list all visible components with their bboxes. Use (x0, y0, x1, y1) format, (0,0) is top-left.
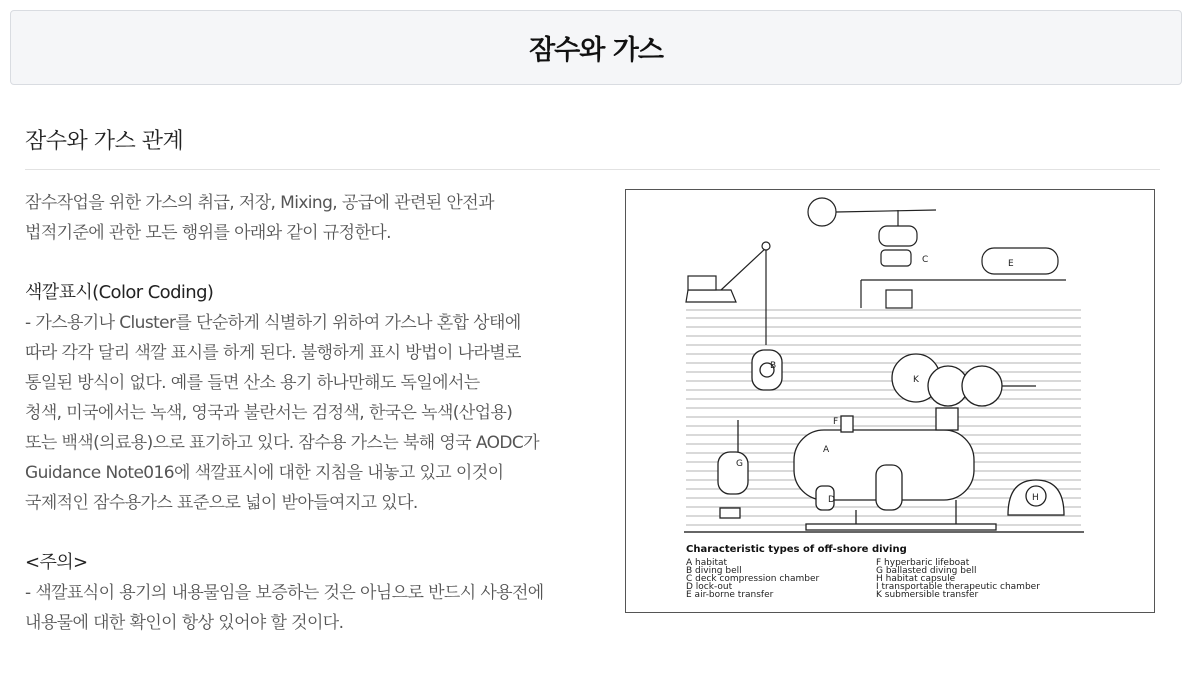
color-coding-line: 따라 각각 달리 색깔 표시를 하게 된다. 불행하게 표시 방법이 나라별로 (25, 343, 521, 363)
offshore-diving-illustration (626, 190, 1153, 611)
svg-text:C deck compression chamber: C deck compression chamber (686, 574, 820, 584)
svg-text:D: D (828, 495, 835, 505)
content-text (25, 188, 595, 638)
habitat (794, 416, 996, 530)
svg-text:A: A (823, 445, 830, 455)
helicopter (808, 198, 936, 266)
svg-text:K: K (913, 375, 919, 385)
page-title: 잠수와 가스 (529, 35, 663, 66)
svg-text:B diving bell: B diving bell (686, 566, 742, 576)
svg-text:A habitat: A habitat (686, 558, 728, 568)
svg-text:H habitat capsule: H habitat capsule (876, 574, 956, 584)
support-vessel (686, 242, 770, 345)
diving-bell (752, 350, 782, 390)
svg-text:F hyperbaric lifeboat: F hyperbaric lifeboat (876, 558, 970, 568)
svg-text:K submersible transfer: K submersible transfer (876, 590, 979, 600)
svg-text:G: G (736, 459, 743, 469)
section-divider (25, 169, 1160, 170)
svg-text:E air-borne transfer: E air-borne transfer (686, 590, 774, 600)
svg-text:C: C (922, 255, 929, 265)
figure-legend-right (876, 558, 1040, 600)
section-title: 잠수와 가스 관계 (25, 129, 184, 154)
figure-legend-left (686, 558, 820, 600)
figure-caption-title: Characteristic types of off-shore diving (686, 544, 907, 555)
color-coding-line: 국제적인 잠수용가스 표준으로 넓이 받아들여지고 있다. (25, 493, 418, 513)
offshore-diving-figure (625, 189, 1155, 613)
color-coding-line: 또는 백색(의료용)으로 표기하고 있다. 잠수용 가스는 북해 영국 AODC가 (25, 433, 539, 453)
caution-line: - 색깔표식이 용기의 내용물임을 보증하는 것은 아님으로 반드시 사용전에 (25, 583, 544, 603)
svg-text:D lock-out: D lock-out (686, 582, 733, 592)
svg-text:H: H (1032, 493, 1039, 503)
intro-line: 법적기준에 관한 모든 행위를 아래와 같이 규정한다. (25, 223, 391, 243)
color-coding-line: 통일된 방식이 없다. 예를 들면 산소 용기 하나만해도 독일에서는 (25, 373, 480, 393)
color-coding-line: - 가스용기나 Cluster를 단순하게 식별하기 위하여 가스나 혼합 상태에 (25, 313, 521, 333)
svg-text:G ballasted diving bell: G ballasted diving bell (876, 566, 977, 576)
caution-heading: <주의> (25, 552, 88, 573)
svg-text:F: F (833, 417, 839, 427)
page-header (10, 10, 1182, 85)
svg-text:I transportable therapeutic c: I transportable therapeutic chamber (876, 582, 1040, 592)
caution-line: 내용물에 대한 확인이 항상 있어야 할 것이다. (25, 613, 344, 633)
svg-text:E: E (1008, 259, 1014, 269)
color-coding-line: 청색, 미국에서는 녹색, 영국과 불란서는 검정색, 한국은 녹색(산업용) (25, 403, 513, 423)
color-coding-heading: 색깔표시(Color Coding) (25, 282, 214, 303)
color-coding-line: Guidance Note016에 색깔표시에 대한 지침을 내놓고 있고 이것이 (25, 463, 504, 483)
submersible (892, 354, 1036, 430)
intro-line: 잠수작업을 위한 가스의 취급, 저장, Mixing, 공급에 관련된 안전과 (25, 193, 494, 213)
svg-text:B: B (770, 361, 777, 371)
